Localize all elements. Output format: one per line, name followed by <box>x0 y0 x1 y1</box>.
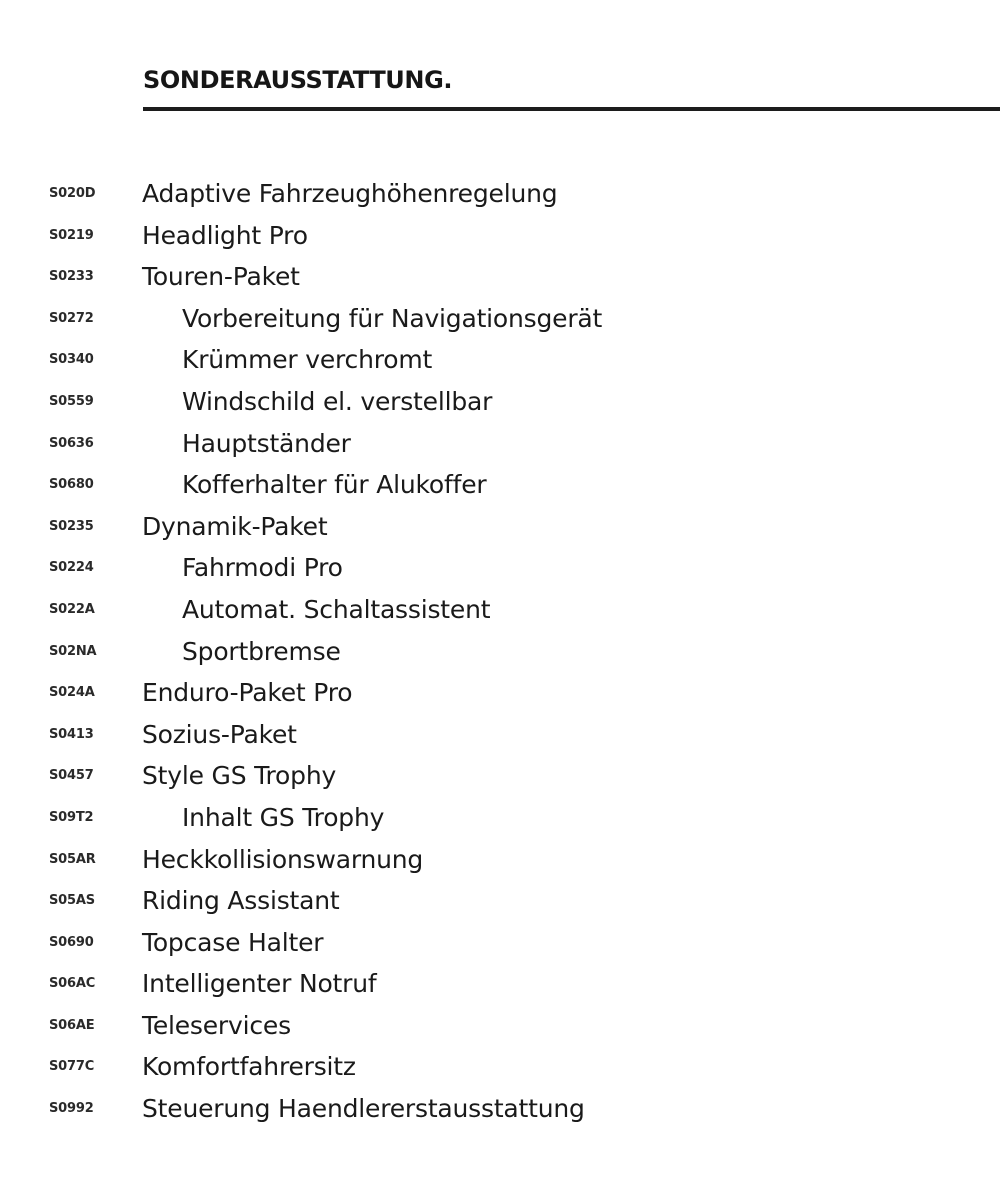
equipment-subitem <box>0 339 1000 381</box>
option-name: Touren-Paket <box>142 262 300 292</box>
option-code: S0559 <box>49 393 94 409</box>
equipment-subitem <box>0 381 1000 423</box>
option-name: Enduro-Paket Pro <box>142 678 353 708</box>
option-name: Intelligenter Notruf <box>142 969 377 999</box>
option-code: S024A <box>49 685 95 701</box>
option-name: Topcase Halter <box>142 927 324 957</box>
option-code: S0680 <box>49 477 94 493</box>
equipment-subitem <box>0 298 1000 340</box>
equipment-item <box>0 506 1000 548</box>
option-code: S020D <box>49 186 96 201</box>
option-name: Style GS Trophy <box>142 761 337 791</box>
option-name: Riding Assistant <box>142 886 340 916</box>
option-name: Kofferhalter für Alukoffer <box>182 470 487 500</box>
option-code: S05AS <box>49 893 95 909</box>
option-code: S0235 <box>49 518 94 534</box>
section-title: SONDERAUSSTATTUNG. <box>143 66 453 94</box>
section-divider <box>143 107 1000 111</box>
equipment-subitem <box>0 464 1000 506</box>
option-name: Fahrmodi Pro <box>182 553 343 583</box>
option-code: S022A <box>49 601 95 617</box>
equipment-subitem <box>0 631 1000 673</box>
option-code: S077C <box>49 1059 95 1075</box>
option-name: Dynamik-Paket <box>142 511 328 541</box>
option-code: S0690 <box>49 934 94 950</box>
option-name: Headlight Pro <box>142 220 308 250</box>
option-name: Adaptive Fahrzeughöhenregelung <box>142 179 558 208</box>
equipment-item <box>0 1005 1000 1047</box>
equipment-subitem <box>0 423 1000 465</box>
option-name: Automat. Schaltassistent <box>182 594 491 624</box>
option-code: S0992 <box>49 1101 94 1117</box>
option-name: Heckkollisionswarnung <box>142 844 424 874</box>
option-name: Hauptständer <box>182 428 351 458</box>
option-code: S0457 <box>49 768 94 784</box>
equipment-item <box>0 256 1000 298</box>
option-code: S0224 <box>49 560 94 576</box>
option-name: Komfortfahrersitz <box>142 1052 356 1082</box>
option-code: S0413 <box>49 726 94 742</box>
equipment-subitem <box>0 797 1000 839</box>
option-name: Inhalt GS Trophy <box>182 802 385 832</box>
option-code: S0636 <box>49 435 94 451</box>
equipment-item <box>0 714 1000 756</box>
equipment-item <box>0 173 1000 215</box>
equipment-item <box>0 755 1000 797</box>
equipment-item <box>0 215 1000 257</box>
option-code: S06AC <box>49 976 96 992</box>
equipment-item <box>0 922 1000 964</box>
option-code: S0340 <box>49 352 94 368</box>
option-code: S02NA <box>49 643 97 659</box>
option-name: Vorbereitung für Navigationsgerät <box>182 303 603 333</box>
equipment-item <box>0 839 1000 881</box>
option-code: S05AR <box>49 851 96 867</box>
option-code: S0272 <box>49 310 94 326</box>
option-name: Windschild el. verstellbar <box>182 386 493 416</box>
option-name: Steuerung Haendlererstausstattung <box>142 1094 585 1124</box>
option-code: S09T2 <box>49 809 94 825</box>
option-code: S0233 <box>49 269 94 285</box>
option-code: S0219 <box>49 227 94 243</box>
option-name: Sportbremse <box>182 636 341 666</box>
equipment-list <box>0 173 1000 1130</box>
equipment-subitem <box>0 589 1000 631</box>
equipment-item <box>0 880 1000 922</box>
equipment-item <box>0 963 1000 1005</box>
option-code: S06AE <box>49 1017 95 1033</box>
equipment-item <box>0 1088 1000 1130</box>
equipment-item <box>0 1046 1000 1088</box>
option-name: Sozius-Paket <box>142 719 297 749</box>
equipment-subitem <box>0 547 1000 589</box>
equipment-item <box>0 672 1000 714</box>
option-name: Teleservices <box>142 1010 291 1040</box>
option-name: Krümmer verchromt <box>182 345 433 375</box>
